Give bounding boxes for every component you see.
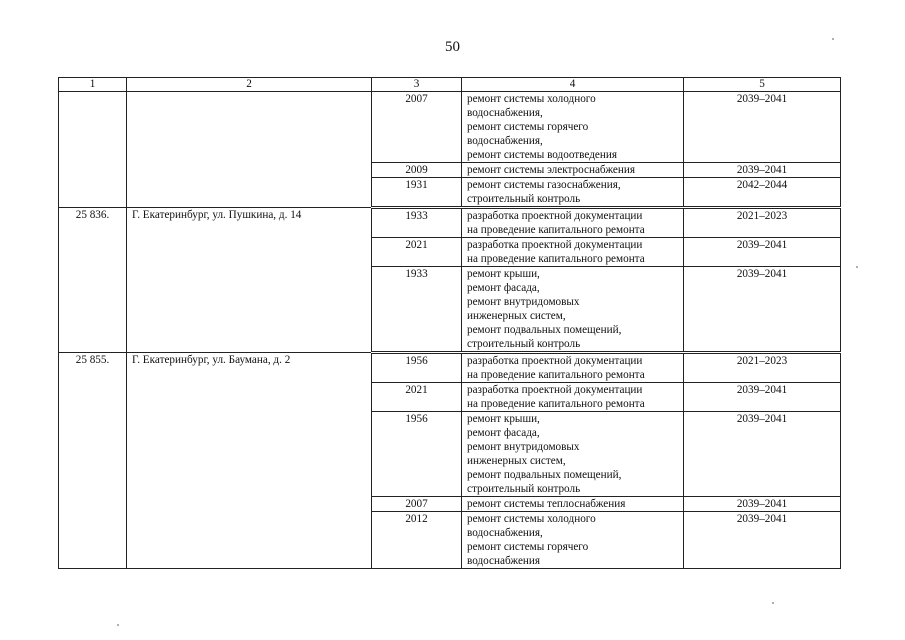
work-types [462,208,684,238]
work-type-line: строительный контроль [467,338,581,350]
work-type-line: разработка проектной документации [467,384,643,396]
work-types [462,238,684,267]
commission-year: 1956 [372,353,462,383]
work-type-line: разработка проектной документации [467,210,643,222]
work-type-line: ремонт системы газоснабжения, [467,179,621,191]
object-address: Г. Екатеринбург, ул. Пушкина, д. 14 [127,208,372,353]
work-type-line: ремонт внутридомовых [467,296,580,308]
commission-year: 1933 [372,208,462,238]
work-type-line: на проведение капитального ремонта [467,398,645,410]
object-address: Г. Екатеринбург, ул. Баумана, д. 2 [127,353,372,569]
work-types [462,412,684,497]
planned-period: 2042–2044 [684,178,841,208]
commission-year: 2021 [372,238,462,267]
planned-period: 2039–2041 [684,163,841,178]
table-row [59,92,841,163]
commission-year: 1931 [372,178,462,208]
commission-year: 2021 [372,383,462,412]
repair-schedule-table [58,77,841,569]
planned-period: 2039–2041 [684,267,841,353]
table-row [59,353,841,383]
work-type-line: ремонт системы холодного [467,93,596,105]
work-type-line: ремонт системы холодного [467,513,596,525]
work-types [462,353,684,383]
planned-period: 2039–2041 [684,497,841,512]
column-header-2: 2 [127,78,372,92]
scan-speck [832,38,834,40]
scan-speck [117,624,119,626]
work-type-line: ремонт системы теплоснабжения [467,498,626,510]
object-number: 25 836. [59,208,127,353]
scan-speck [856,266,858,268]
column-header-5: 5 [684,78,841,92]
work-type-line: ремонт фасада, [467,282,540,294]
planned-period: 2039–2041 [684,92,841,163]
work-type-line: ремонт системы горячего [467,541,589,553]
work-types [462,512,684,569]
work-type-line: на проведение капитального ремонта [467,369,645,381]
work-type-line: инженерных систем, [467,310,566,322]
commission-year: 1933 [372,267,462,353]
commission-year: 2007 [372,497,462,512]
commission-year: 2009 [372,163,462,178]
work-types [462,178,684,208]
work-type-line: ремонт крыши, [467,268,540,280]
work-types [462,92,684,163]
planned-period: 2021–2023 [684,353,841,383]
planned-period: 2039–2041 [684,238,841,267]
object-address [127,92,372,208]
work-type-line: ремонт крыши, [467,413,540,425]
column-header-4: 4 [462,78,684,92]
commission-year: 2012 [372,512,462,569]
work-type-line: строительный контроль [467,483,581,495]
work-types [462,497,684,512]
work-type-line: водоснабжения, [467,135,543,147]
work-type-line: ремонт подвальных помещений, [467,469,622,481]
table-body [59,92,841,569]
table-header [59,78,841,92]
work-type-line: на проведение капитального ремонта [467,253,645,265]
work-type-line: ремонт системы горячего [467,121,589,133]
column-header-3: 3 [372,78,462,92]
table-row [59,208,841,238]
work-type-line: водоснабжения, [467,107,543,119]
commission-year: 2007 [372,92,462,163]
object-number: 25 855. [59,353,127,569]
scan-speck [772,602,774,604]
work-type-line: ремонт системы электроснабжения [467,164,635,176]
work-type-line: разработка проектной документации [467,239,643,251]
work-type-line: ремонт подвальных помещений, [467,324,622,336]
page-number: 50 [445,39,460,55]
planned-period: 2039–2041 [684,512,841,569]
commission-year: 1956 [372,412,462,497]
column-header-1: 1 [59,78,127,92]
work-type-line: инженерных систем, [467,455,566,467]
work-types [462,163,684,178]
work-type-line: разработка проектной документации [467,355,643,367]
header-row [59,78,841,92]
object-number [59,92,127,208]
planned-period: 2021–2023 [684,208,841,238]
work-type-line: ремонт системы водоотведения [467,149,617,161]
planned-period: 2039–2041 [684,383,841,412]
work-types [462,267,684,353]
work-type-line: строительный контроль [467,193,581,205]
work-type-line: водоснабжения [467,555,541,567]
work-type-line: на проведение капитального ремонта [467,224,645,236]
work-type-line: ремонт фасада, [467,427,540,439]
work-types [462,383,684,412]
work-type-line: ремонт внутридомовых [467,441,580,453]
work-type-line: водоснабжения, [467,527,543,539]
planned-period: 2039–2041 [684,412,841,497]
